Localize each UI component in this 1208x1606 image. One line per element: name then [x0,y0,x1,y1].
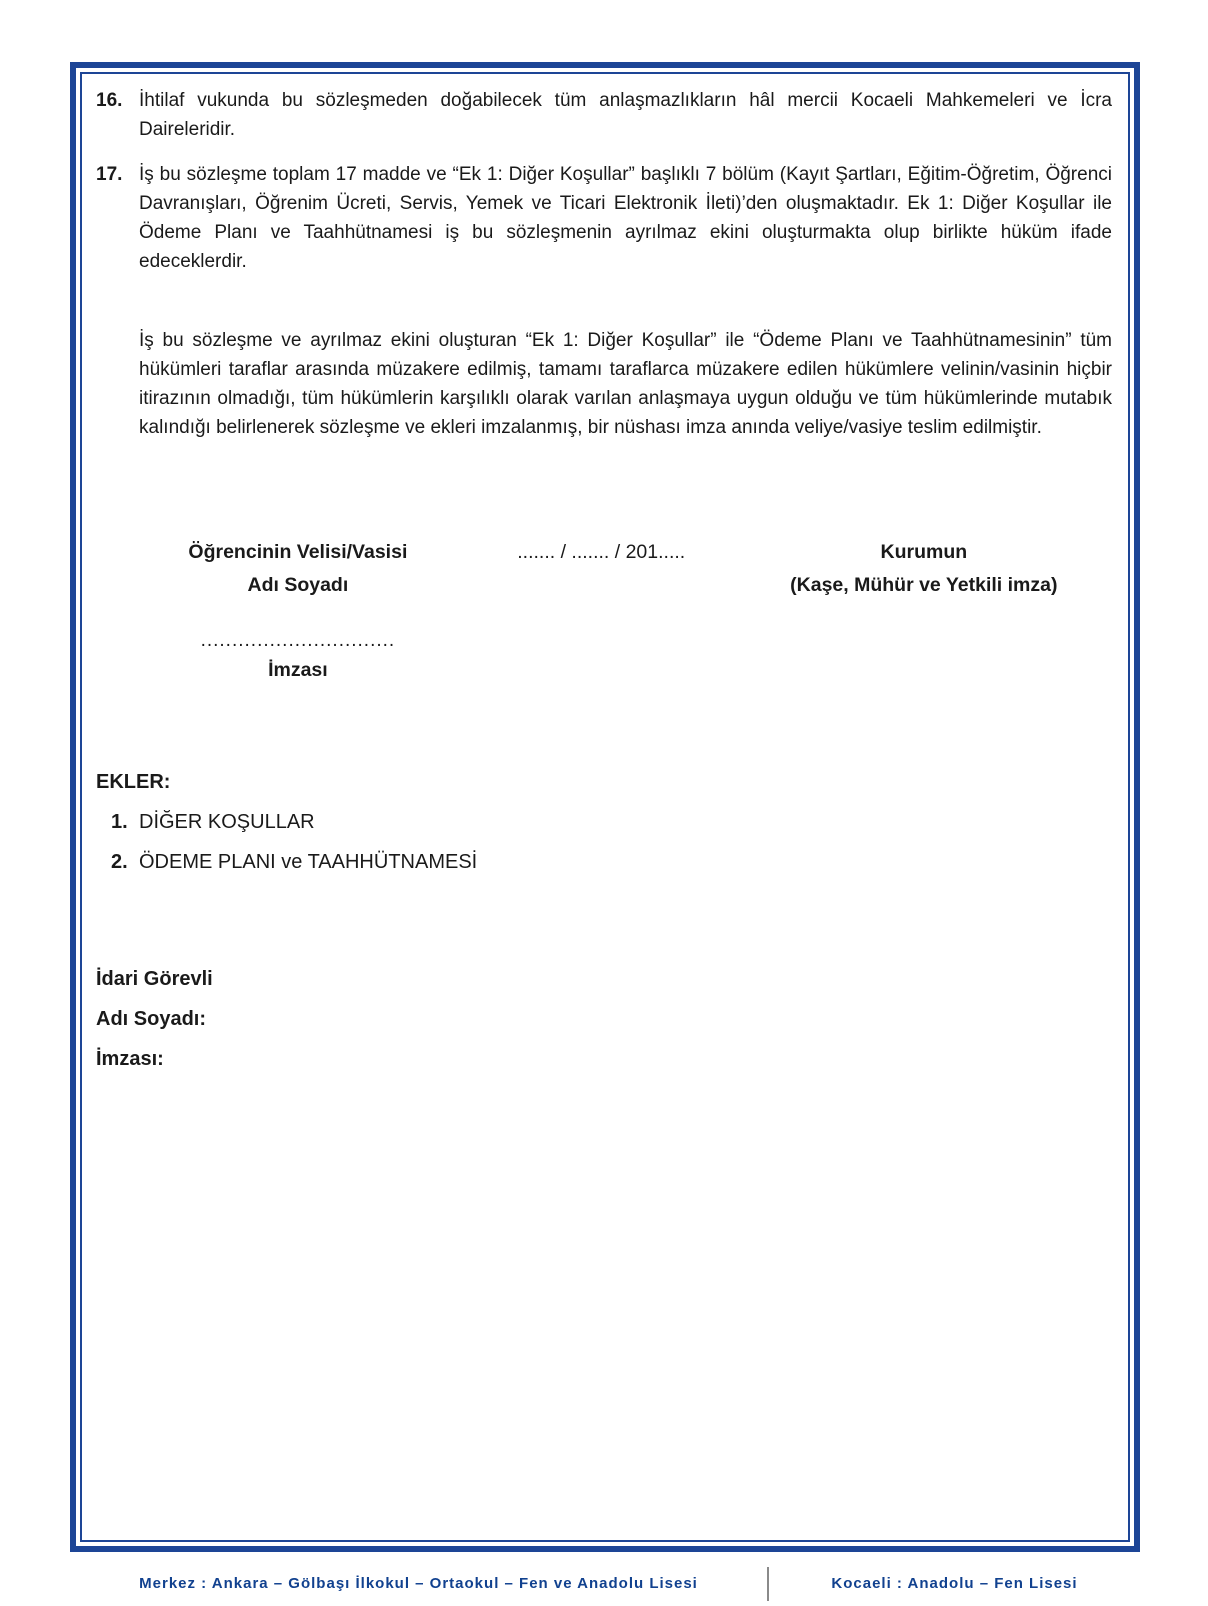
attachment-number: 2. [111,851,128,873]
guardian-signature-line: ............................... [200,630,396,651]
closing-paragraph: İş bu sözleşme ve ayrılmaz ekini oluşturan “Ek 1: Diğer Koşullar” ile “Ödeme Planı ve Taahhütnamesinin” tüm hükümleri taraflar arasında müzakere edilmiş, tamamı taraflarca müzakere edilen hükümlere velinin/vasinin hiçbir itirazının olmadığı, tüm hükümlerin karşılıklı olarak varılan anlaşmaya uygun olduğu ve tüm hükümlerinde mutabık kalındığı belirlenerek sözleşme ve ekleri imzalanmış, bir nüshası imza anında veliye/vasiye teslim edilmiştir. [139,330,1112,438]
admin-official-title: İdari Görevli [96,968,213,990]
guardian-signature-label: İmzası [268,659,328,681]
guardian-signature-column [139,536,457,687]
date-placeholder: ....... / ....... / 201..... [517,541,686,563]
attachment-item-1 [96,809,1112,835]
attachment-text: ÖDEME PLANI ve TAAHHÜTNAMESİ [139,851,478,873]
clause-text: İş bu sözleşme toplam 17 madde ve “Ek 1: Diğer Koşullar” başlıklı 7 bölüm (Kayıt Şartları, Eğitim-Öğretim, Öğrenci Davranışları, Öğrenim Ücreti, Servis, Yemek ve Ticari Elektronik İleti)’den oluşmaktadır. Ek 1: Diğer Koşullar ile Ödeme Planı ve Taahhütnamesi iş bu sözleşmenin ayrılmaz ekini oluşturmakta olup birlikte hüküm ifade edeceklerdir. [139,164,1112,272]
footer-campus-ankara: Merkez : Ankara – Gölbaşı İlkokul – Ortaokul – Fen ve Anadolu Lisesi [139,1575,698,1592]
footer-right-section [769,1575,1140,1593]
page-border-frame [70,62,1140,1552]
institution-signature-column [746,536,1102,687]
clause-number: 17. [96,164,123,185]
contract-clause-17 [96,160,1112,276]
guardian-name-label: Adı Soyadı [247,574,349,596]
contract-clause-16 [96,86,1112,144]
admin-official-section [96,959,1112,1079]
admin-name-label: Adı Soyadı: [96,1008,207,1030]
institution-title: Kurumun [880,541,968,563]
page-footer [70,1564,1140,1604]
admin-signature-label: İmzası: [96,1048,164,1070]
footer-left-section [70,1575,767,1593]
attachment-text: DİĞER KOŞULLAR [139,811,315,833]
attachment-number: 1. [111,811,128,833]
guardian-title: Öğrencinin Velisi/Vasisi [188,541,408,563]
clause-number: 16. [96,90,123,111]
page-border-frame-inner [80,72,1130,1542]
attachments-section [96,769,1112,875]
institution-subtitle: (Kaşe, Mühür ve Yetkili imza) [790,574,1058,596]
clause-text: İhtilaf vukunda bu sözleşmeden doğabilecek tüm anlaşmazlıkların hâl mercii Kocaeli Mahkemeleri ve İcra Daireleridir. [139,90,1112,140]
contract-clause-list [96,86,1112,276]
signature-section [139,536,1102,687]
attachment-item-2 [96,849,1112,875]
date-column [457,536,746,687]
attachments-heading: EKLER: [96,771,171,793]
footer-campus-kocaeli: Kocaeli : Anadolu – Fen Lisesi [831,1575,1078,1592]
